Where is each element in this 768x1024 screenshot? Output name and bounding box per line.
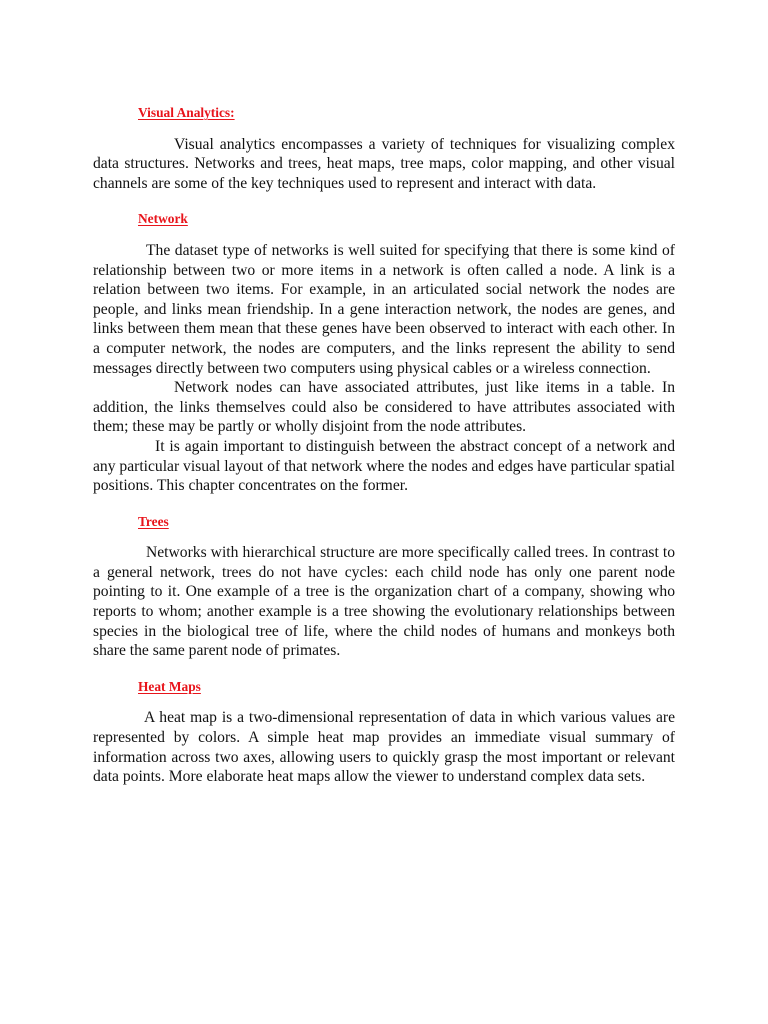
- spacer: [93, 123, 675, 135]
- paragraph: The dataset type of networks is well suited for specifying that there is some kind of relationship between two or more items in a network is often called a node. A link is a relation between two items. For example, in an articulated social network the nodes are people, and links mean friendship. In a gene interaction network, the nodes are genes, and links between them mean that these genes have been observed to interact with each other. In a computer network, the nodes are computers, and the links represent the ability to send messages directly between two computers using physical cables or a wireless connection.: [93, 241, 675, 377]
- spacer: [93, 229, 675, 241]
- paragraph: Network nodes can have associated attributes, just like items in a table. In addition, the links themselves could also be considered to have attributes associated with them; these may be partly or wholly disjoint from the node attributes.: [93, 379, 675, 436]
- document-page: [93, 103, 675, 787]
- spacer: [93, 696, 675, 708]
- section-heading: Trees: [138, 513, 169, 529]
- section-trees: [93, 512, 675, 661]
- spacer: [93, 193, 675, 209]
- section-heading: Heat Maps: [138, 678, 201, 694]
- paragraph: A heat map is a two-dimensional representation of data in which various values are represented by colors. A simple heat map provides an immediate visual summary of information across two axes, allowing users to quickly grasp the most important or relevant data points. More elaborate heat maps allow the viewer to understand complex data sets.: [93, 709, 675, 786]
- section-visual-analytics: [93, 103, 675, 193]
- paragraph: It is again important to distinguish between the abstract concept of a network and any particular visual layout of that network where the nodes and edges have particular spatial positions. This chapter concentrates on the former.: [93, 437, 675, 495]
- spacer: [93, 661, 675, 677]
- spacer: [93, 531, 675, 543]
- section-heat-maps: [93, 677, 675, 787]
- paragraph: Networks with hierarchical structure are more specifically called trees. In contrast to a general network, trees do not have cycles: each child node has only one parent node pointing to it. One example of a tree is the organization chart of a company, showing who reports to whom; another example is a tree showing the evolutionary relationships between species in the biological tree of life, where the child nodes of humans and monkeys both share the same parent node of primates.: [93, 544, 675, 660]
- paragraph: Visual analytics encompasses a variety of techniques for visualizing complex data structures. Networks and trees, heat maps, tree maps, color mapping, and other visual channels are some of the key techniques used to represent and interact with data.: [93, 135, 675, 192]
- spacer: [93, 496, 675, 512]
- section-heading: Visual Analytics:: [138, 105, 235, 120]
- section-network: [93, 209, 675, 495]
- section-heading: Network: [138, 211, 188, 227]
